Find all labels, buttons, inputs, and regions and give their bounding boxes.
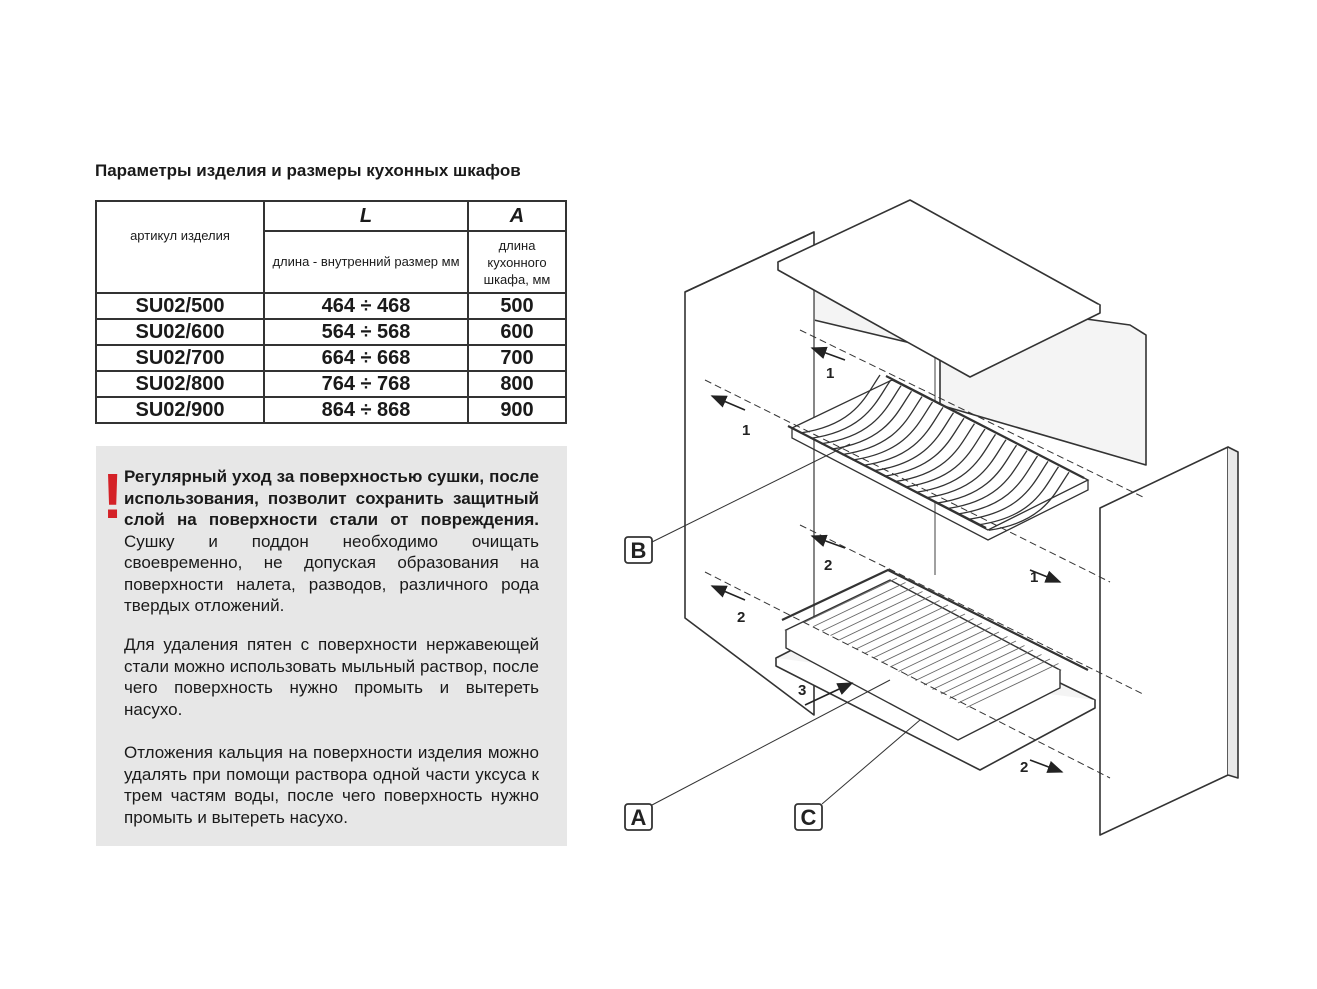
page-title: Параметры изделия и размеры кухонных шкафов [95, 161, 521, 180]
cell-article: SU02/600 [96, 319, 264, 345]
step-2-label: 2 [824, 557, 833, 574]
note-paragraph-1 [124, 466, 539, 617]
callout-b-label: B [630, 538, 647, 563]
step-2-label: 2 [737, 609, 746, 626]
callout-c-label: C [800, 805, 817, 830]
step-1-label: 1 [1030, 569, 1039, 586]
cell-L: 864 ÷ 868 [264, 397, 468, 423]
step-3-label: 3 [798, 682, 807, 699]
table-row [96, 397, 566, 423]
cell-A: 600 [468, 319, 566, 345]
cell-article: SU02/700 [96, 345, 264, 371]
note-bold-text: Регулярный уход за поверхностью сушки, после использования, позволит сохранить защитный слой на поверхности стали от повреждения. [124, 467, 539, 529]
cell-A: 800 [468, 371, 566, 397]
cell-article: SU02/800 [96, 371, 264, 397]
cell-L: 664 ÷ 668 [264, 345, 468, 371]
cell-article: SU02/900 [96, 397, 264, 423]
warning-icon: ! [102, 460, 124, 532]
header-article: артикул изделия [96, 201, 264, 293]
callout-a-label: A [630, 805, 647, 830]
header-L-desc: длина - внутренний размер мм [264, 231, 468, 293]
step-1-label: 1 [826, 365, 835, 382]
cell-L: 464 ÷ 468 [264, 293, 468, 319]
note-text: Сушку и поддон необходимо очищать своевременно, не допуская образования на поверхности налета, разводов, различного рода твердых отложений. [124, 531, 539, 615]
step-1-label: 1 [742, 422, 751, 439]
table-row [96, 345, 566, 371]
header-L: L [264, 201, 468, 231]
note-paragraph-2: Для удаления пятен с поверхности нержавеющей стали можно использовать мыльный раствор, после чего поверхность нужно промыть и вытереть насухо. [124, 635, 539, 719]
note-paragraph-3: Отложения кальция на поверхности изделия можно удалять при помощи раствора одной части уксуса к трем частям воды, после чего поверхность нужно промыть и вытереть насухо. [124, 743, 539, 827]
cell-L: 564 ÷ 568 [264, 319, 468, 345]
table-row [96, 371, 566, 397]
table-row [96, 319, 566, 345]
header-A: A [468, 201, 566, 231]
cell-A: 500 [468, 293, 566, 319]
table-row [96, 293, 566, 319]
cell-A: 700 [468, 345, 566, 371]
care-note [96, 446, 567, 846]
right-panel [1100, 447, 1228, 835]
header-A-desc: длина кухонного шкафа, мм [468, 231, 566, 293]
cell-article: SU02/500 [96, 293, 264, 319]
cell-L: 764 ÷ 768 [264, 371, 468, 397]
assembly-diagram [590, 180, 1250, 860]
spec-table [95, 200, 567, 424]
step-2-label: 2 [1020, 759, 1029, 776]
cell-A: 900 [468, 397, 566, 423]
